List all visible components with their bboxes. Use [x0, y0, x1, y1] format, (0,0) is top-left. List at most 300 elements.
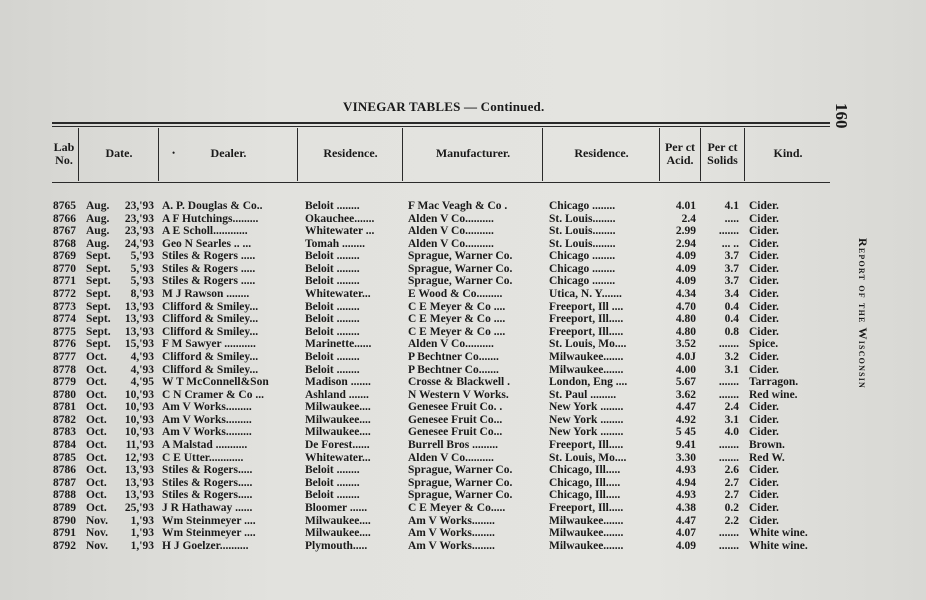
cell-month: Oct. [86, 363, 107, 376]
cell-date: 23,'93 [124, 212, 154, 225]
table-row [0, 288, 830, 301]
cell-residence: Madison ....... [305, 376, 371, 389]
cell-residence: Okauchee....... [305, 212, 375, 225]
cell-manufacturer: Alden V Co.......... [408, 338, 494, 351]
cell-lab-no: 8771 [53, 275, 76, 288]
table-row [0, 250, 830, 263]
cell-lab-no: 8778 [53, 363, 76, 376]
cell-acid: 2.94 [675, 237, 696, 250]
cell-manufacturer: C E Meyer & Co .... [408, 325, 506, 338]
cell-lab-no: 8774 [53, 313, 76, 326]
cell-dealer: Stiles & Rogers ..... [162, 275, 256, 288]
cell-solids: 3.7 [724, 262, 739, 275]
cell-manufacturer: Am V Works........ [408, 539, 495, 552]
table-row [0, 225, 830, 238]
table-row [0, 238, 830, 251]
cell-date: 5,'93 [130, 250, 154, 263]
cell-dealer: Stiles & Rogers ..... [162, 262, 256, 275]
cell-residence: Ashland ....... [305, 388, 369, 401]
cell-residence: Beloit ........ [305, 300, 360, 313]
cell-date: 1,'93 [130, 527, 154, 540]
cell-date: 13,'93 [124, 313, 154, 326]
cell-kind: Brown. [749, 439, 785, 452]
cell-lab-no: 8770 [53, 262, 76, 275]
cell-acid: 4.01 [675, 200, 696, 212]
table-row [0, 376, 830, 389]
cell-residence: Beloit ........ [305, 476, 360, 489]
cell-manufacturer: F Mac Veagh & Co . [408, 200, 508, 212]
cell-acid: 5 45 [675, 426, 696, 439]
cell-kind: Cider. [749, 288, 779, 301]
cell-lab-no: 8792 [53, 539, 76, 552]
cell-residence: Plymouth..... [305, 539, 368, 552]
cell-dealer: Clifford & Smiley... [162, 363, 259, 376]
cell-manufacturer: N Western V Works. [408, 388, 509, 401]
cell-dealer: H J Goelzer.......... [162, 539, 249, 552]
cell-solids: 0.4 [724, 313, 739, 326]
cell-date: 10,'93 [124, 388, 154, 401]
cell-dealer: W T McConnell&Son [162, 376, 269, 389]
cell-kind: Cider. [749, 237, 779, 250]
cell-kind: Cider. [749, 476, 779, 489]
header-date: Date. [105, 146, 133, 160]
cell-mfr-residence: Chicago, Ill..... [549, 464, 621, 477]
header-kind: Kind. [773, 146, 803, 160]
cell-mfr-residence: Chicago, Ill..... [549, 476, 621, 489]
cell-lab-no: 8775 [53, 325, 76, 338]
cell-residence: Marinette...... [305, 338, 372, 351]
cell-acid: 4.09 [675, 539, 696, 552]
cell-kind: Red W. [749, 451, 785, 464]
cell-residence: Whitewater... [305, 288, 371, 301]
top-rule-thick [52, 122, 830, 124]
cell-solids: 2.2 [724, 514, 739, 527]
cell-residence: Beloit ........ [305, 363, 360, 376]
cell-kind: Cider. [749, 363, 779, 376]
cell-kind: White wine. [749, 539, 808, 552]
cell-mfr-residence: St. Louis........ [549, 212, 616, 225]
cell-dealer: Am V Works......... [162, 426, 252, 439]
cell-residence: Beloit ........ [305, 350, 360, 363]
cell-residence: Beloit ........ [305, 464, 360, 477]
cell-acid: 4.00 [675, 363, 696, 376]
cell-date: 24,'93 [124, 237, 154, 250]
cell-month: Aug. [86, 212, 110, 225]
cell-kind: Cider. [749, 413, 779, 426]
cell-lab-no: 8783 [53, 426, 76, 439]
cell-kind: Cider. [749, 200, 779, 212]
cell-dealer: C N Cramer & Co ... [162, 388, 264, 401]
cell-residence: Tomah ........ [305, 237, 365, 250]
cell-lab-no: 8784 [53, 439, 76, 452]
cell-date: 12,'93 [124, 451, 154, 464]
cell-solids: ....... [718, 539, 739, 552]
table-row [0, 527, 830, 540]
cell-residence: Beloit ........ [305, 275, 360, 288]
cell-month: Sept. [86, 338, 111, 351]
cell-date: 10,'93 [124, 426, 154, 439]
cell-acid: 4.92 [675, 413, 696, 426]
cell-date: 13,'93 [124, 300, 154, 313]
cell-kind: Cider. [749, 262, 779, 275]
cell-month: Oct. [86, 501, 107, 514]
cell-kind: Cider. [749, 300, 779, 313]
cell-residence: Beloit ........ [305, 313, 360, 326]
cell-lab-no: 8768 [53, 237, 76, 250]
cell-month: Oct. [86, 489, 107, 502]
cell-date: 23,'93 [124, 200, 154, 212]
cell-month: Nov. [86, 539, 109, 552]
cell-solids: ..... [724, 212, 739, 225]
cell-month: Oct. [86, 376, 107, 389]
cell-acid: 5.67 [675, 376, 696, 389]
cell-month: Oct. [86, 401, 107, 414]
cell-lab-no: 8780 [53, 388, 76, 401]
cell-date: 1,'93 [130, 514, 154, 527]
cell-solids: ....... [718, 439, 739, 452]
cell-date: 13,'93 [124, 464, 154, 477]
cell-acid: 2.99 [675, 225, 696, 238]
cell-manufacturer: Sprague, Warner Co. [408, 250, 513, 263]
cell-acid: 4.09 [675, 250, 696, 263]
cell-solids: 3.7 [724, 250, 739, 263]
cell-dealer: Am V Works......... [162, 401, 252, 414]
table-row [0, 540, 830, 553]
cell-manufacturer: Am V Works........ [408, 527, 495, 540]
cell-mfr-residence: Freeport, Ill..... [549, 313, 624, 326]
cell-solids: 2.7 [724, 489, 739, 502]
cell-lab-no: 8779 [53, 376, 76, 389]
cell-date: 10,'93 [124, 401, 154, 414]
table-row [0, 439, 830, 452]
cell-manufacturer: P Bechtner Co....... [408, 363, 499, 376]
cell-lab-no: 8765 [53, 200, 76, 212]
cell-date: 10,'93 [124, 413, 154, 426]
col-divider [744, 128, 745, 181]
cell-solids: ....... [718, 376, 739, 389]
cell-manufacturer: Burrell Bros ......... [408, 439, 498, 452]
table-row [0, 326, 830, 339]
cell-dealer: Wm Steinmeyer .... [162, 527, 256, 540]
cell-dealer: A Malstad ........... [162, 439, 248, 452]
cell-date: 13,'93 [124, 325, 154, 338]
cell-solids: 0.8 [724, 325, 739, 338]
cell-acid: 4.0J [675, 350, 696, 363]
cell-mfr-residence: Milwaukee....... [549, 363, 624, 376]
cell-solids: ....... [718, 451, 739, 464]
cell-dealer: J R Hathaway ...... [162, 501, 253, 514]
cell-mfr-residence: Chicago ........ [549, 200, 616, 212]
cell-acid: 4.47 [675, 514, 696, 527]
cell-kind: Cider. [749, 250, 779, 263]
cell-dealer: M J Rawson ........ [162, 288, 250, 301]
cell-mfr-residence: Milwaukee....... [549, 527, 624, 540]
cell-month: Oct. [86, 388, 107, 401]
cell-dealer: F M Sawyer ........... [162, 338, 256, 351]
header-acid: Per ct Acid. [664, 140, 696, 167]
cell-manufacturer: Sprague, Warner Co. [408, 489, 513, 502]
table-row [0, 351, 830, 364]
cell-mfr-residence: Milwaukee....... [549, 514, 624, 527]
cell-month: Sept. [86, 262, 111, 275]
cell-mfr-residence: New York ........ [549, 401, 624, 414]
cell-kind: Spice. [749, 338, 779, 351]
cell-residence: Beloit ........ [305, 250, 360, 263]
cell-month: Nov. [86, 527, 109, 540]
header-dealer: Dealer. [210, 146, 247, 160]
cell-solids: 2.6 [724, 464, 739, 477]
cell-manufacturer: Sprague, Warner Co. [408, 476, 513, 489]
table-row [0, 414, 830, 427]
cell-dealer: Clifford & Smiley... [162, 325, 259, 338]
cell-lab-no: 8776 [53, 338, 76, 351]
cell-solids: 0.4 [724, 300, 739, 313]
cell-dealer: Clifford & Smiley... [162, 300, 259, 313]
cell-kind: Cider. [749, 401, 779, 414]
cell-lab-no: 8769 [53, 250, 76, 263]
cell-residence: Milwaukee.... [305, 413, 371, 426]
cell-lab-no: 8767 [53, 225, 76, 238]
cell-dealer: Stiles & Rogers..... [162, 489, 253, 502]
cell-mfr-residence: St. Louis........ [549, 237, 616, 250]
cell-acid: 4.09 [675, 275, 696, 288]
cell-mfr-residence: St. Paul ......... [549, 388, 617, 401]
cell-dealer: Wm Steinmeyer .... [162, 514, 256, 527]
cell-residence: Beloit ........ [305, 200, 360, 212]
cell-month: Sept. [86, 288, 111, 301]
cell-manufacturer: C E Meyer & Co..... [408, 501, 506, 514]
cell-lab-no: 8773 [53, 300, 76, 313]
cell-acid: 4.47 [675, 401, 696, 414]
cell-kind: Cider. [749, 212, 779, 225]
cell-acid: 4.07 [675, 527, 696, 540]
top-rule-thin [52, 126, 830, 127]
cell-kind: Cider. [749, 313, 779, 326]
cell-date: 5,'93 [130, 275, 154, 288]
cell-lab-no: 8789 [53, 501, 76, 514]
cell-manufacturer: E Wood & Co......... [408, 288, 503, 301]
cell-acid: 9.41 [675, 439, 696, 452]
cell-lab-no: 8777 [53, 350, 76, 363]
cell-month: Oct. [86, 451, 107, 464]
cell-kind: White wine. [749, 527, 808, 540]
cell-acid: 3.52 [675, 338, 696, 351]
cell-residence: Milwaukee.... [305, 401, 371, 414]
header-lab-no: Lab No. [53, 140, 75, 167]
table-row [0, 263, 830, 276]
cell-manufacturer: Sprague, Warner Co. [408, 464, 513, 477]
cell-kind: Cider. [749, 489, 779, 502]
cell-acid: 4.34 [675, 288, 696, 301]
cell-dealer: C E Utter............ [162, 451, 244, 464]
table-row [0, 200, 830, 213]
cell-kind: Cider. [749, 350, 779, 363]
table-row [0, 464, 830, 477]
col-divider [402, 128, 403, 181]
cell-kind: Tarragon. [749, 376, 799, 389]
cell-mfr-residence: Chicago ........ [549, 275, 616, 288]
cell-acid: 3.62 [675, 388, 696, 401]
cell-lab-no: 8766 [53, 212, 76, 225]
cell-dealer: Stiles & Rogers..... [162, 464, 253, 477]
cell-mfr-residence: Chicago ........ [549, 262, 616, 275]
cell-manufacturer: Genesee Fruit Co. . [408, 401, 503, 414]
cell-date: 13,'93 [124, 476, 154, 489]
cell-kind: Red wine. [749, 388, 798, 401]
cell-acid: 4.38 [675, 501, 696, 514]
cell-date: 4,'93 [130, 363, 154, 376]
cell-date: 15,'93 [124, 338, 154, 351]
cell-dealer: Stiles & Rogers..... [162, 476, 253, 489]
cell-manufacturer: Genesee Fruit Co... [408, 413, 503, 426]
header-mfr-residence: Residence. [574, 146, 629, 160]
cell-mfr-residence: New York ........ [549, 426, 624, 439]
table-row [0, 389, 830, 402]
header-solids: Per ct Solids [707, 140, 738, 167]
cell-solids: ....... [718, 388, 739, 401]
header-bottom-rule [52, 182, 830, 183]
table-row [0, 515, 830, 528]
cell-acid: 4.94 [675, 476, 696, 489]
cell-residence: Beloit ........ [305, 325, 360, 338]
cell-manufacturer: Genesee Fruit Co... [408, 426, 503, 439]
cell-kind: Cider. [749, 464, 779, 477]
cell-month: Oct. [86, 426, 107, 439]
cell-manufacturer: Alden V Co.......... [408, 237, 494, 250]
col-divider [78, 128, 79, 181]
cell-manufacturer: Alden V Co.......... [408, 451, 494, 464]
cell-mfr-residence: Freeport, Ill..... [549, 439, 624, 452]
cell-dealer: Stiles & Rogers ..... [162, 250, 256, 263]
cell-residence: De Forest...... [305, 439, 370, 452]
table-row [0, 426, 830, 439]
cell-residence: Milwaukee.... [305, 426, 371, 439]
cell-kind: Cider. [749, 501, 779, 514]
cell-mfr-residence: St. Louis, Mo.... [549, 338, 627, 351]
table-row [0, 338, 830, 351]
cell-residence: Beloit ........ [305, 262, 360, 275]
cell-mfr-residence: Freeport, Ill..... [549, 501, 624, 514]
cell-solids: ....... [718, 338, 739, 351]
cell-month: Nov. [86, 514, 109, 527]
cell-dealer: Am V Works......... [162, 413, 252, 426]
header-residence: Residence. [323, 146, 378, 160]
cell-lab-no: 8785 [53, 451, 76, 464]
cell-date: 25,'93 [124, 501, 154, 514]
cell-residence: Whitewater... [305, 451, 371, 464]
cell-acid: 4.80 [675, 313, 696, 326]
cell-lab-no: 8772 [53, 288, 76, 301]
table-row [0, 313, 830, 326]
col-divider [158, 128, 159, 181]
cell-dealer: Clifford & Smiley... [162, 350, 259, 363]
cell-date: 23,'93 [124, 225, 154, 238]
table-row [0, 489, 830, 502]
col-divider [542, 128, 543, 181]
cell-manufacturer: Crosse & Blackwell . [408, 376, 511, 389]
cell-lab-no: 8781 [53, 401, 76, 414]
table-row [0, 502, 830, 515]
cell-dealer: Geo N Searles .. ... [162, 237, 252, 250]
cell-mfr-residence: Chicago ........ [549, 250, 616, 263]
cell-month: Sept. [86, 300, 111, 313]
cell-solids: 4.0 [724, 426, 739, 439]
cell-acid: 3.30 [675, 451, 696, 464]
side-title: Report of the Wisconsin [856, 238, 870, 390]
cell-lab-no: 8791 [53, 527, 76, 540]
cell-acid: 4.70 [675, 300, 696, 313]
cell-manufacturer: Alden V Co.......... [408, 212, 494, 225]
cell-acid: 4.09 [675, 262, 696, 275]
cell-date: 13,'93 [124, 489, 154, 502]
table-row [0, 301, 830, 314]
cell-kind: Cider. [749, 514, 779, 527]
cell-kind: Cider. [749, 275, 779, 288]
cell-date: 11,'93 [125, 439, 154, 452]
cell-date: 4,'93 [130, 350, 154, 363]
cell-solids: 3.1 [724, 363, 739, 376]
col-divider [297, 128, 298, 181]
cell-mfr-residence: Milwaukee....... [549, 539, 624, 552]
cell-mfr-residence: London, Eng .... [549, 376, 628, 389]
cell-lab-no: 8786 [53, 464, 76, 477]
cell-solids: 0.2 [724, 501, 739, 514]
cell-solids: 3.1 [724, 413, 739, 426]
cell-month: Oct. [86, 350, 107, 363]
cell-residence: Milwaukee.... [305, 527, 371, 540]
table-row [0, 477, 830, 490]
cell-residence: Milwaukee.... [305, 514, 371, 527]
cell-kind: Cider. [749, 426, 779, 439]
cell-manufacturer: Am V Works........ [408, 514, 495, 527]
cell-month: Sept. [86, 275, 111, 288]
cell-month: Oct. [86, 413, 107, 426]
cell-lab-no: 8788 [53, 489, 76, 502]
table-row [0, 364, 830, 377]
cell-acid: 4.80 [675, 325, 696, 338]
cell-month: Aug. [86, 237, 110, 250]
cell-acid: 4.93 [675, 489, 696, 502]
cell-residence: Bloomer ...... [305, 501, 368, 514]
cell-solids: 2.7 [724, 476, 739, 489]
cell-kind: Cider. [749, 225, 779, 238]
cell-date: 8,'93 [130, 288, 154, 301]
cell-mfr-residence: St. Louis........ [549, 225, 616, 238]
page-number: 160 [832, 103, 851, 129]
cell-solids: 3.4 [724, 288, 739, 301]
cell-mfr-residence: St. Louis, Mo.... [549, 451, 627, 464]
table-row [0, 213, 830, 226]
cell-manufacturer: C E Meyer & Co .... [408, 300, 506, 313]
table-row [0, 401, 830, 414]
cell-month: Oct. [86, 439, 107, 452]
cell-solids: ....... [718, 527, 739, 540]
running-head: VINEGAR TABLES — Continued. [343, 99, 545, 114]
cell-solids: 3.7 [724, 275, 739, 288]
cell-mfr-residence: Freeport, Ill..... [549, 325, 624, 338]
cell-month: Sept. [86, 313, 111, 326]
cell-date: 5,'93 [130, 262, 154, 275]
cell-manufacturer: P Bechtner Co....... [408, 350, 499, 363]
cell-date: 1,'93 [130, 539, 154, 552]
cell-acid: 4.93 [675, 464, 696, 477]
cell-solids: 3.2 [724, 350, 739, 363]
cell-mfr-residence: New York ........ [549, 413, 624, 426]
cell-month: Oct. [86, 476, 107, 489]
cell-residence: Whitewater ... [305, 225, 375, 238]
cell-acid: 2.4 [681, 212, 696, 225]
cell-dealer: A. P. Douglas & Co.. [162, 200, 263, 212]
